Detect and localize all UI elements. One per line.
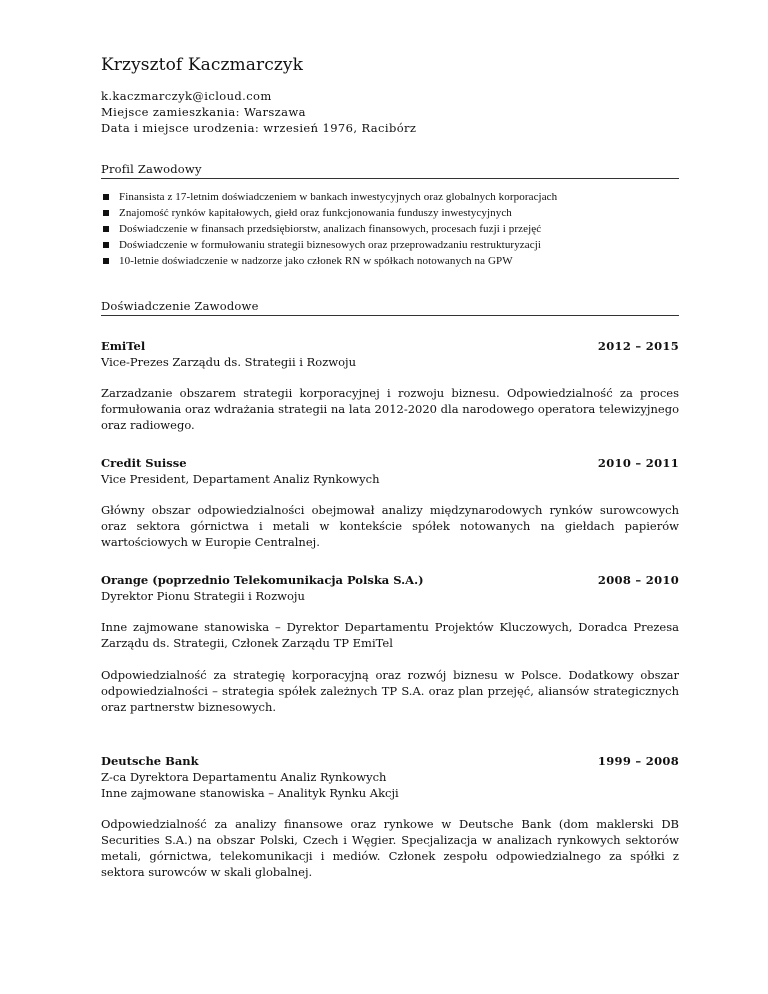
job-header (101, 338, 679, 354)
bullet-square-icon (103, 242, 109, 248)
bullet-square-icon (103, 226, 109, 232)
email-text: k.kaczmarczyk@icloud.com (101, 89, 272, 103)
job-description: Odpowiedzialność za analizy finansowe oraz rynkowe w Deutsche Bank (dom maklerski DB Securities S.A.) na obszar Polski, Czech i Węgier. Specjalizacja w analizach rynkowych sektorów metali, górnictwa, telekomunikacji i mediów. Członek zespołu odpowiedzialnego za spółki z sektora surowców w skali globalnej. (101, 817, 679, 879)
job-years: 2010 – 2011 (597, 456, 679, 470)
list-item (101, 253, 679, 269)
job-other-positions: Inne zajmowane stanowiska – Dyrektor Departamentu Projektów Kluczowych, Doradca Prezesa Zarządu ds. Strategii, Członek Zarządu TP EmiTel (101, 620, 679, 650)
job-years: 2012 – 2015 (597, 339, 679, 353)
job-role: Z-ca Dyrektora Departamentu Analiz Rynkowych (101, 770, 387, 784)
job-description: Odpowiedzialność za strategię korporacyjną oraz rozwój biznesu w Polsce. Dodatkowy obszar odpowiedzialności – strategia spółek zależnych TP S.A. oraz plan przejęć, aliansów strategicznych oraz partnerstw biznesowych. (101, 668, 679, 714)
company-name: Credit Suisse (101, 456, 187, 470)
company-name: EmiTel (101, 339, 146, 353)
job-description: Zarzadzanie obszarem strategii korporacyjnej i rozwoju biznesu. Odpowiedzialność za proces formułowania oraz wdrażania strategii na lata 2012-2020 dla narodowego operatora telewizyjnego oraz radiowego. (101, 386, 679, 432)
list-item-text: Doświadczenie w finansach przedsiębiorstw, analizach finansowych, procesach fuzji i przejęć (119, 223, 542, 235)
list-item-text: Znajomość rynków kapitałowych, giełd oraz funkcjonowania funduszy inwestycyjnych (119, 207, 512, 219)
profile-section-title: Profil Zawodowy (101, 161, 679, 179)
job-role-secondary: Inne zajmowane stanowiska – Analityk Rynku Akcji (101, 786, 399, 800)
job-header (101, 455, 679, 471)
job-entry-deutsche-bank (101, 753, 679, 880)
job-description: Główny obszar odpowiedzialności obejmował analizy międzynarodowych rynków surowcowych oraz sektora górnictwa i metali w kontekście spółek notowanych na giełdach papierów wartościowych w Europie Centralnej. (101, 503, 679, 549)
list-item (101, 221, 679, 237)
job-entry-credit-suisse (101, 455, 679, 550)
job-years: 1999 – 2008 (597, 754, 679, 768)
list-item-text: 10-letnie doświadczenie w nadzorze jako członek RN w spółkach notowanych na GPW (119, 255, 513, 267)
list-item-text: Finansista z 17-letnim doświadczeniem w bankach inwestycyjnych oraz globalnych korporacjach (119, 191, 558, 203)
bullet-square-icon (103, 210, 109, 216)
job-years: 2008 – 2010 (597, 573, 679, 587)
experience-section-title: Doświadczenie Zawodowe (101, 298, 679, 316)
cv-page (101, 54, 679, 880)
job-header (101, 572, 679, 588)
company-name: Orange (poprzednio Telekomunikacja Polska S.A.) (101, 573, 424, 587)
candidate-name: Krzysztof Kaczmarczyk (101, 55, 304, 75)
profile-list (101, 189, 679, 269)
contact-block (101, 88, 679, 136)
bullet-square-icon (103, 194, 109, 200)
list-item (101, 205, 679, 221)
residence-text: Miejsce zamieszkania: Warszawa (101, 105, 306, 119)
job-role: Vice President, Departament Analiz Rynkowych (101, 472, 380, 486)
list-item (101, 237, 679, 253)
list-item-text: Doświadczenie w formułowaniu strategii biznesowych oraz przeprowadzaniu restrukturyzacji (119, 239, 542, 251)
birth-text: Data i miejsce urodzenia: wrzesień 1976, Racibórz (101, 121, 417, 135)
job-role: Vice-Prezes Zarządu ds. Strategii i Rozwoju (101, 355, 356, 369)
job-header (101, 753, 679, 769)
company-name: Deutsche Bank (101, 754, 199, 768)
list-item (101, 189, 679, 205)
bullet-square-icon (103, 258, 109, 264)
job-entry-emitel (101, 338, 679, 433)
job-entry-orange (101, 572, 679, 715)
job-role: Dyrektor Pionu Strategii i Rozwoju (101, 589, 305, 603)
